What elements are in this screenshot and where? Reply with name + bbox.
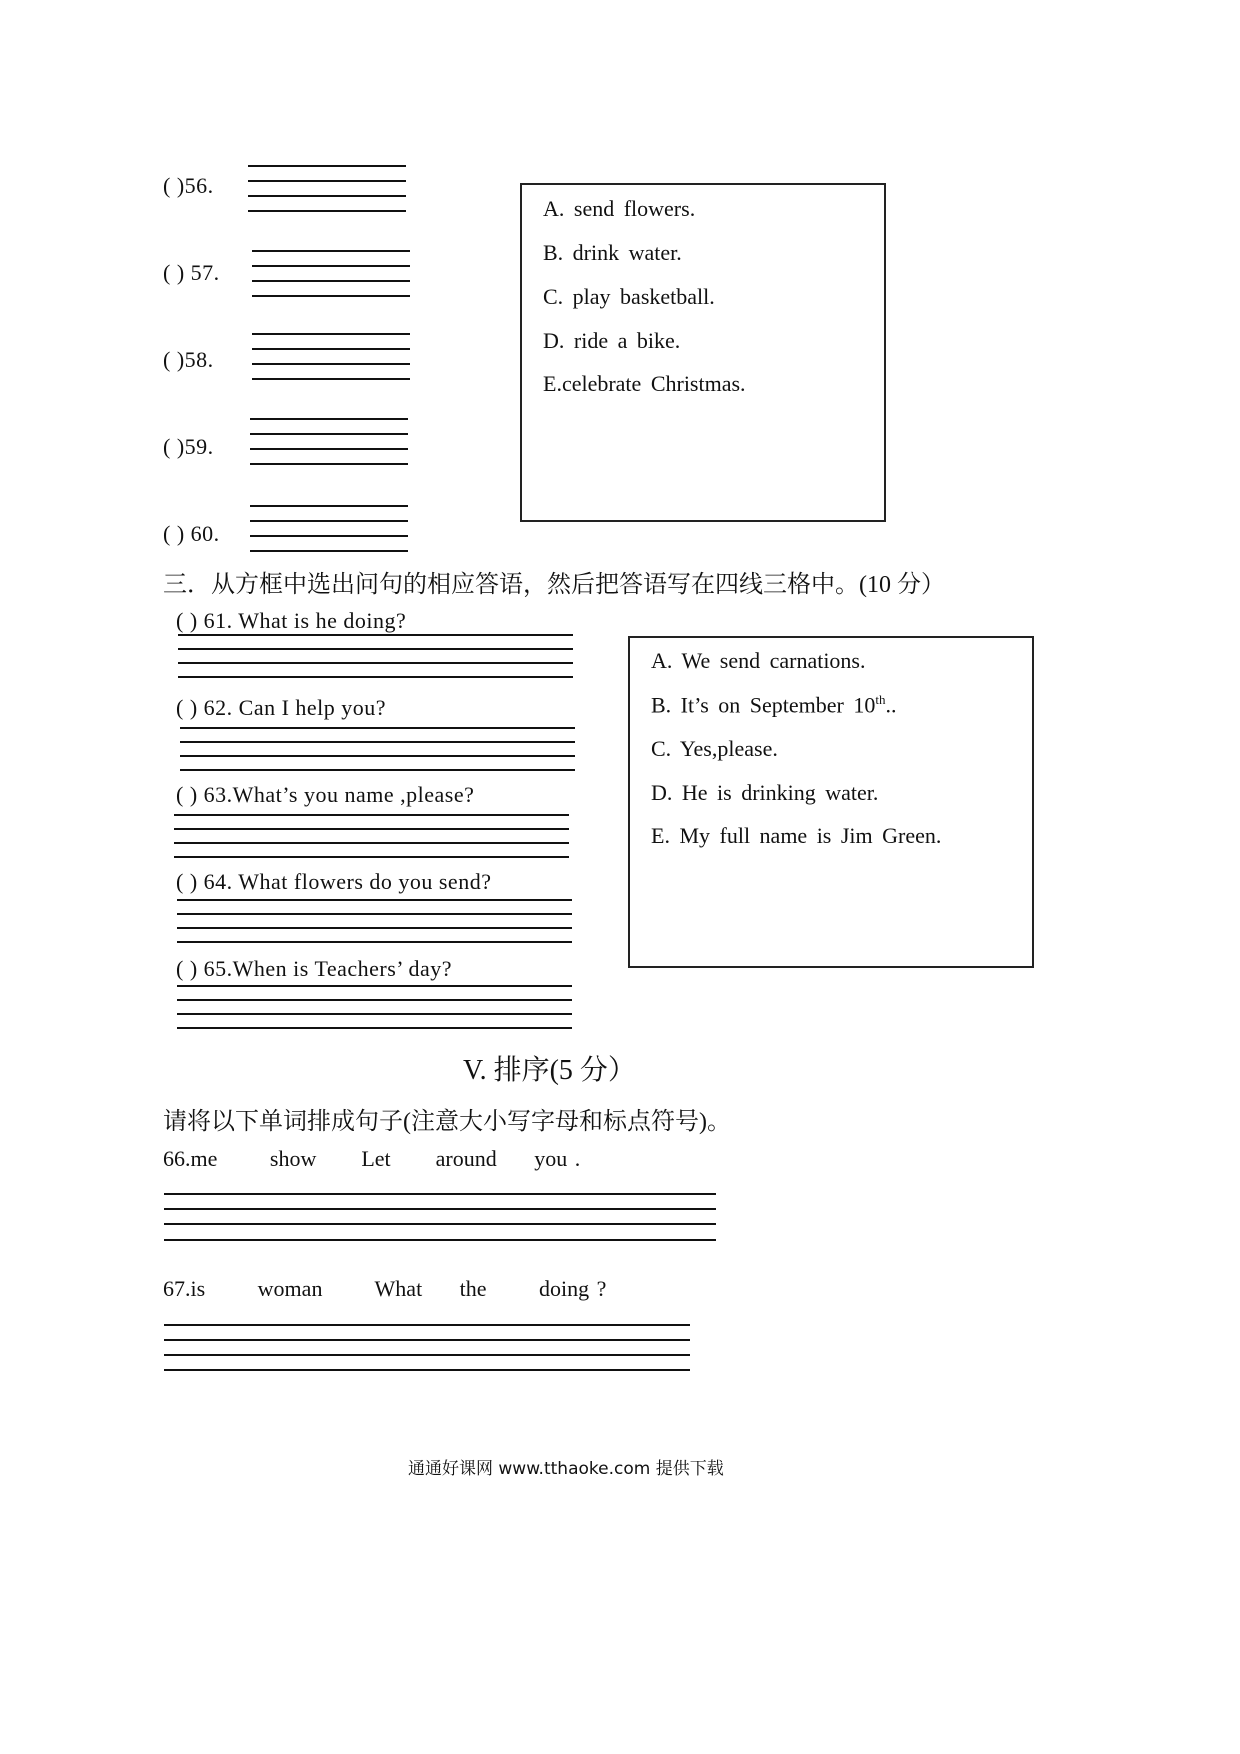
answer-options-box-2 xyxy=(628,636,1034,968)
option-b-superscript: th xyxy=(875,692,886,707)
writing-lines-63 xyxy=(174,814,569,860)
option-b-suffix: .. xyxy=(885,692,897,718)
answer-options-box-1 xyxy=(520,183,886,522)
question-62-label: ( ) 62. Can I help you? xyxy=(176,695,387,720)
option-b-text: B. It’s on September 10 xyxy=(651,692,876,718)
option-d: D. ride a bike. xyxy=(543,328,681,353)
option-b xyxy=(651,692,897,718)
writing-lines-64 xyxy=(177,899,572,945)
option-a: A. send flowers. xyxy=(543,196,696,221)
option-a: A. We send carnations. xyxy=(651,648,866,673)
section-5-title: V. 排序(5 分） xyxy=(463,1055,636,1086)
question-61-label: ( ) 61. What is he doing? xyxy=(176,608,407,633)
writing-lines-56 xyxy=(248,165,406,213)
question-65-label: ( ) 65.When is Teachers’ day? xyxy=(176,956,453,981)
writing-lines-66 xyxy=(164,1193,716,1243)
writing-lines-59 xyxy=(250,418,408,466)
option-d: D. He is drinking water. xyxy=(651,780,879,805)
section-3-title: 三．从方框中选出问句的相应答语，然后把答语写在四线三格中。(10 分） xyxy=(163,572,945,598)
writing-lines-57 xyxy=(252,250,410,298)
question-60-label: ( ) 60. xyxy=(163,521,220,546)
section-5-instruction: 请将以下单词排成句子(注意大小写字母和标点符号)。 xyxy=(163,1109,731,1135)
writing-lines-62 xyxy=(180,727,575,773)
question-66-words: 66.me show Let around you . xyxy=(163,1146,581,1171)
page-footer: 通通好课网 www.tthaoke.com 提供下载 xyxy=(408,1459,724,1479)
question-58-label: ( )58. xyxy=(163,347,214,372)
writing-lines-65 xyxy=(177,985,572,1031)
question-56-label: ( )56. xyxy=(163,173,214,198)
option-e: E. My full name is Jim Green. xyxy=(651,823,942,848)
option-b: B. drink water. xyxy=(543,240,682,265)
writing-lines-61 xyxy=(178,634,573,680)
option-e: E.celebrate Christmas. xyxy=(543,371,746,396)
question-59-label: ( )59. xyxy=(163,434,214,459)
question-64-label: ( ) 64. What flowers do you send? xyxy=(176,869,492,894)
question-67-words: 67.is woman What the doing ? xyxy=(163,1276,607,1301)
writing-lines-60 xyxy=(250,505,408,553)
question-63-label: ( ) 63.What’s you name ,please? xyxy=(176,782,475,807)
option-c: C. Yes,please. xyxy=(651,736,778,761)
writing-lines-67 xyxy=(164,1324,690,1374)
writing-lines-58 xyxy=(252,333,410,381)
question-57-label: ( ) 57. xyxy=(163,260,220,285)
option-c: C. play basketball. xyxy=(543,284,715,309)
